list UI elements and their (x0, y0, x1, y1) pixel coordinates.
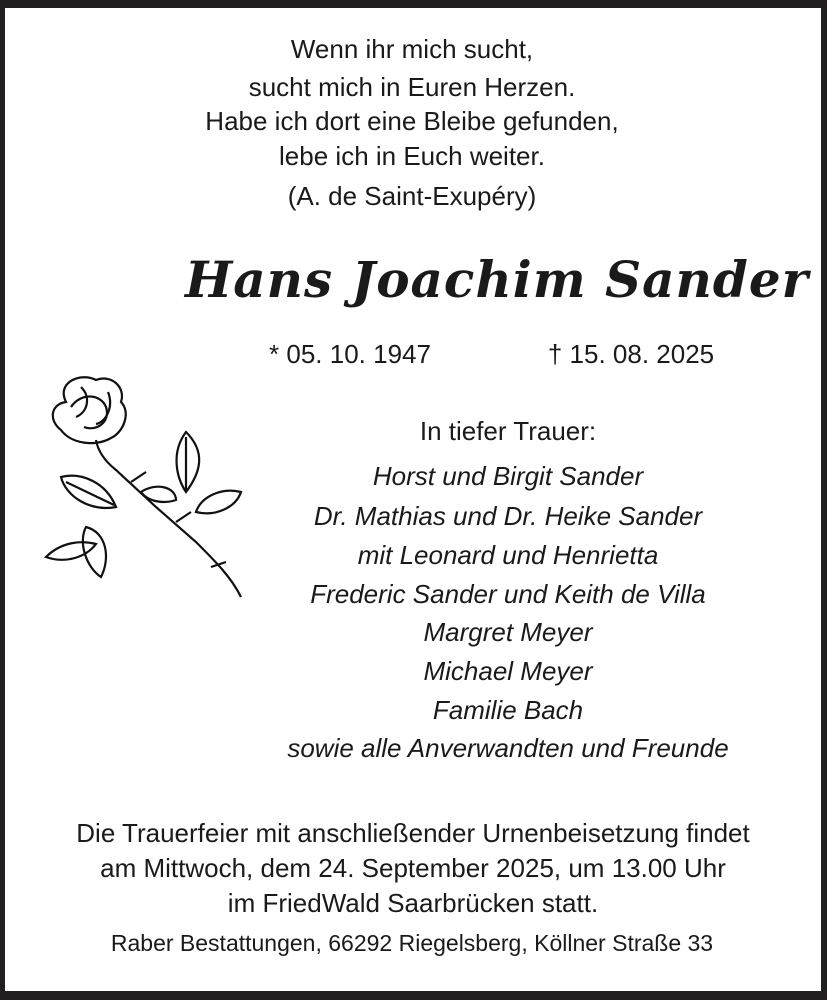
poem-line: lebe ich in Euch weiter. (279, 141, 545, 171)
mourner-name: Margret Meyer (423, 617, 593, 647)
poem-attribution: (A. de Saint-Exupéry) (287, 181, 537, 211)
mourner-name: Michael Meyer (423, 656, 593, 686)
mourner-name: mit Leonard und Henrietta (357, 540, 659, 570)
ceremony-line: im FriedWald Saarbrücken statt. (227, 888, 599, 918)
ceremony-line: am Mittwoch, dem 24. September 2025, um 13.00 Uhr (100, 853, 726, 883)
poem-line: sucht mich in Euren Herzen. (248, 72, 576, 102)
mourner-name: Dr. Mathias und Dr. Heike Sander (313, 501, 703, 531)
mourners-heading: In tiefer Trauer: (419, 416, 597, 446)
poem-line: Habe ich dort eine Bleibe gefunden, (205, 106, 619, 136)
ceremony-line: Die Trauerfeier mit anschließender Urnenbeisetzung findet (76, 818, 750, 848)
poem-line: Wenn ihr mich sucht, (290, 34, 534, 64)
rose-illustration (36, 372, 251, 607)
mourner-name: Frederic Sander und Keith de Villa (310, 579, 706, 609)
death-date: † 15. 08. 2025 (547, 339, 715, 369)
mourner-name: Familie Bach (432, 695, 584, 725)
undertaker-info: Raber Bestattungen, 66292 Riegelsberg, Köllner Straße 33 (110, 930, 714, 956)
mourner-name: sowie alle Anverwandten und Freunde (287, 733, 729, 763)
mourner-name: Horst und Birgit Sander (372, 461, 644, 491)
birth-date: * 05. 10. 1947 (269, 339, 431, 369)
deceased-name: Hans Joachim Sander (184, 250, 810, 309)
